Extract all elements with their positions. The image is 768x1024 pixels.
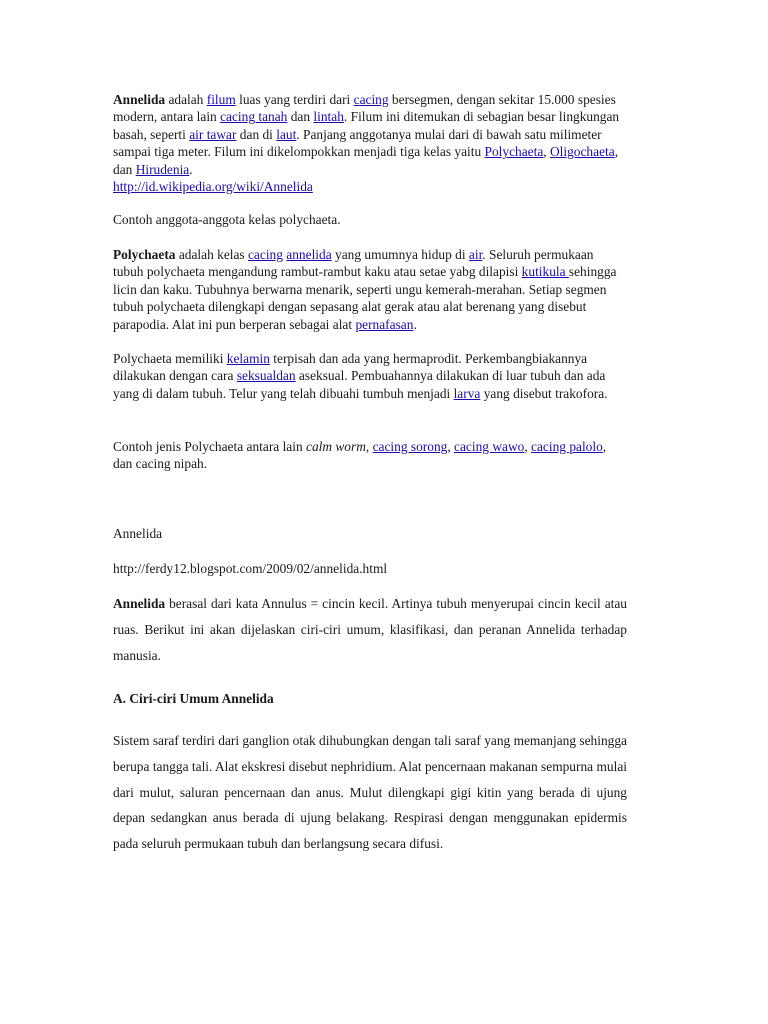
link-cacing-tanah[interactable]: cacing tanah [220, 109, 288, 125]
link-kelamin[interactable]: kelamin [226, 351, 270, 366]
link-laut[interactable]: laut [276, 126, 297, 142]
text: adalah [165, 92, 207, 107]
text: , [365, 439, 373, 454]
annelida-title: Annelida [113, 526, 163, 541]
term-annelida-2: Annelida [113, 596, 166, 611]
text: . Filum ini ditemukan di sebagian besar lingkungan basah, seperti [113, 109, 620, 142]
link-cacing-wawo[interactable]: cacing wawo [454, 439, 525, 454]
text: terpisah dan ada yang hermaprodit. Perkembangbiakannya dilakukan dengan cara [113, 351, 588, 384]
text: berasal dari kata Annulus = cincin kecil. Artinya tubuh menyerupai cincin kecil atau ruas. Berikut ini akan dijelaskan ciri-ciri umum, klasifikasi, dan peranan Annelida terhadap manusia. [113, 596, 627, 663]
text: . [189, 161, 193, 177]
term-annelida: Annelida [113, 92, 166, 107]
text: . [413, 316, 417, 332]
link-larva[interactable]: larva [453, 385, 481, 401]
paragraph-annulus [113, 591, 627, 668]
link-polychaeta[interactable]: Polychaeta [484, 144, 544, 160]
text: , [543, 144, 550, 160]
text: , [524, 439, 532, 454]
link-air-tawar[interactable]: air tawar [189, 126, 237, 142]
paragraph-contoh-jenis [113, 438, 627, 473]
text: aseksual. Pembuahannya dilakukan di luar tubuh dan ada yang di dalam tubuh. Telur yang telah dibuahi tumbuh menjadi [113, 368, 606, 401]
paragraph-sistem-saraf: Sistem saraf terdiri dari ganglion otak dihubungkan dengan tali saraf yang memanjang sehingga berupa tangga tali. Alat ekskresi disebut nephridium. Alat pencernaan makanan sempurna mulai dari mulut, saluran pencernaan dan anus. Mulut dilengkapi gigi kitin yang berada di ujung depan sedangkan anus berada di ujung belakang. Respirasi dengan menggunakan epidermis pada seluruh permukaan tubuh dan berlangsung secara difusi. [113, 733, 627, 852]
text: , dan cacing nipah. [113, 439, 607, 472]
link-filum[interactable]: filum [206, 92, 236, 107]
text: . Seluruh permukaan tubuh polychaeta mengandung rambut-rambut kaku atau setae yabg dilapisi [113, 247, 594, 280]
paragraph-annelida-intro [113, 91, 627, 195]
text: , dan [113, 144, 619, 177]
link-cacing[interactable]: cacing [353, 92, 389, 107]
link-annelida[interactable]: annelida [286, 247, 332, 262]
text: yang umumnya hidup di [331, 247, 469, 262]
contoh-heading: Contoh anggota-anggota kelas polychaeta. [113, 212, 341, 227]
link-cacing-sorong[interactable]: cacing sorong [372, 439, 448, 454]
text: , [447, 439, 455, 454]
link-cacing-palolo[interactable]: cacing palolo [531, 439, 603, 454]
link-seksualdan[interactable]: seksualdan [236, 368, 296, 384]
link-kutikula[interactable]: kutikula [521, 264, 569, 280]
link-hirudenia[interactable]: Hirudenia [135, 161, 190, 177]
text: sehingga licin dan kaku. Tubuhnya berwarna menarik, seperti ungu kemerah-merahan. Setiap segmen tubuh polychaeta dilengkapi dengan sepasang alat gerak atau alat berenang yang disebut parapodia. Alat ini pun berperan sebagai alat [113, 264, 617, 332]
text: bersegmen, dengan sekitar 15.000 spesies modern, antara lain [113, 92, 616, 125]
link-wikipedia-annelida[interactable]: http://id.wikipedia.org/wiki/Annelida [113, 179, 313, 195]
text: dan di [236, 126, 277, 142]
text: dan [287, 109, 314, 125]
text: Contoh jenis Polychaeta antara lain [113, 439, 306, 454]
paragraph-reproduksi [113, 350, 627, 402]
link-air[interactable]: air [468, 247, 483, 262]
text: yang disebut trakofora. [480, 385, 608, 401]
term-polychaeta: Polychaeta [113, 247, 176, 262]
link-lintah[interactable]: lintah [313, 109, 344, 125]
blog-url: http://ferdy12.blogspot.com/2009/02/annelida.html [113, 561, 388, 576]
paragraph-polychaeta [113, 246, 627, 333]
link-oligochaeta[interactable]: Oligochaeta [549, 144, 615, 160]
heading-ciri-ciri [113, 690, 274, 707]
link-pernafasan[interactable]: pernafasan [355, 316, 414, 332]
text: Polychaeta memiliki [113, 351, 227, 366]
italic-calm-worm: calm worm [306, 439, 366, 454]
text: . Panjang anggotanya mulai dari di bawah satu milimeter sampai tiga meter. Filum ini dikelompokkan menjadi tiga kelas yaitu [113, 126, 602, 160]
link-cacing-2[interactable]: cacing [247, 247, 283, 262]
heading-text: A. Ciri-ciri Umum Annelida [113, 691, 274, 706]
text: adalah kelas [175, 247, 248, 262]
text: luas yang terdiri dari [235, 92, 354, 107]
